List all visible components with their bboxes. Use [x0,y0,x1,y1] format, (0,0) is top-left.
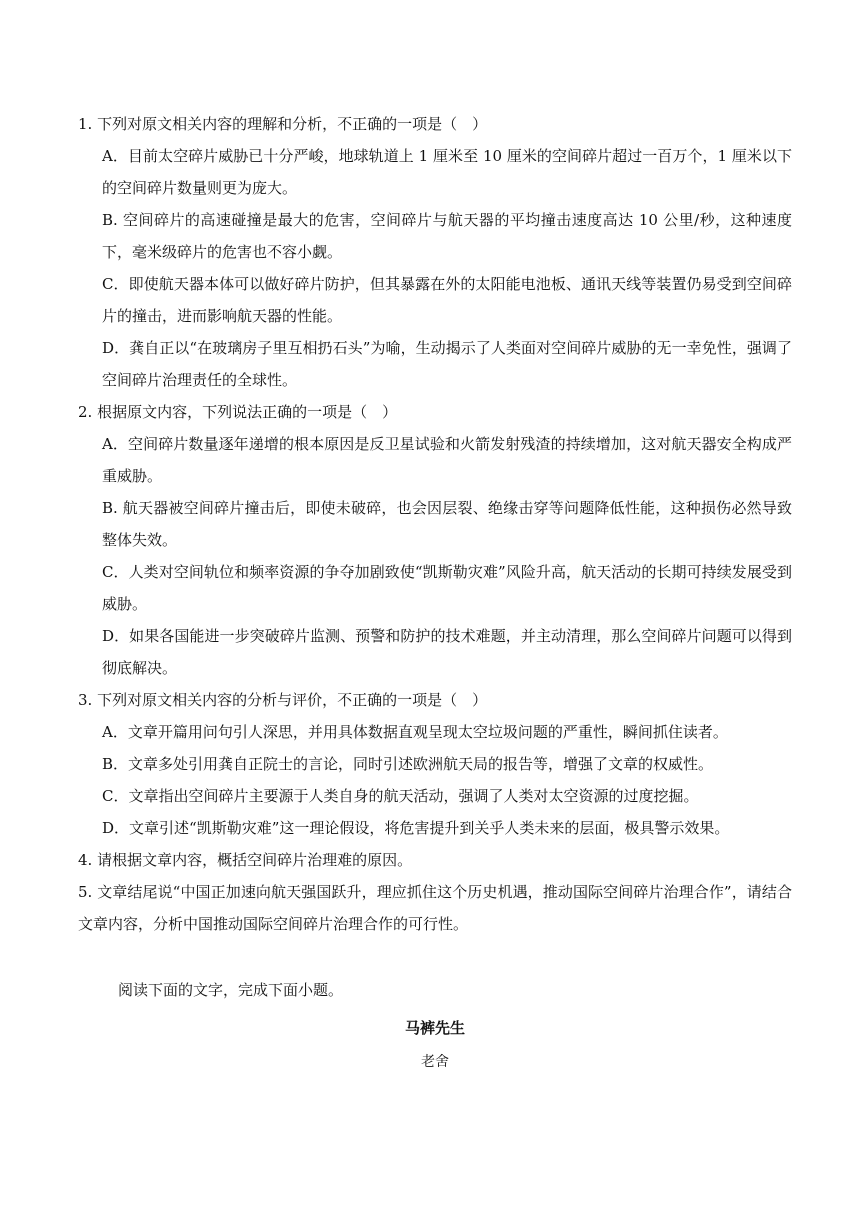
option-2c: C．人类对空间轨位和频率资源的争夺加剧致使“凯斯勒灾难”风险升高，航天活动的长期可持续发展受到威胁。 [102,563,792,613]
question-2 [78,396,792,428]
option-1c: C．即使航天器本体可以做好碎片防护，但其暴露在外的太阳能电池板、通讯天线等装置仍易受到空间碎片的撞击，进而影响航天器的性能。 [102,275,792,325]
question-stem: 下列对原文相关内容的分析与评价，不正确的一项是（ ） [97,691,488,709]
reading-intro: 阅读下面的文字，完成下面小题。 [118,981,344,999]
option-1d: D．龚自正以“在玻璃房子里互相扔石头”为喻，生动揭示了人类面对空间碎片威胁的无一幸免性，强调了空间碎片治理责任的全球性。 [102,339,792,389]
question-stem: 请根据文章内容，概括空间碎片治理难的原因。 [97,851,413,869]
question-1 [78,108,792,140]
question-number: 2. [78,403,93,421]
option-1a: A．目前太空碎片威胁已十分严峻，地球轨道上 1 厘米至 10 厘米的空间碎片超过一百万个，1 厘米以下的空间碎片数量则更为庞大。 [102,147,792,197]
article-title: 马裤先生 [404,1019,465,1037]
option-3b: B．文章多处引用龚自正院士的言论，同时引述欧洲航天局的报告等，增强了文章的权威性。 [102,755,714,773]
option-2b: B. 航天器被空间碎片撞击后，即使未破碎，也会因层裂、绝缘击穿等问题降低性能，这种损伤必然导致整体失效。 [102,499,792,549]
document-content [78,108,792,1078]
question-number: 3. [78,691,93,709]
option-3a: A．文章开篇用问句引人深思，并用具体数据直观呈现太空垃圾问题的严重性，瞬间抓住读者。 [102,723,728,741]
question-3 [78,684,792,716]
question-stem: 文章结尾说“中国正加速向航天强国跃升，理应抓住这个历史机遇，推动国际空间碎片治理合作”，请结合文章内容，分析中国推动国际空间碎片治理合作的可行性。 [78,883,792,933]
option-1b: B. 空间碎片的高速碰撞是最大的危害，空间碎片与航天器的平均撞击速度高达 10 公里/秒，这种速度下，毫米级碎片的危害也不容小觑。 [102,211,792,261]
option-3d: D．文章引述“凯斯勒灾难”这一理论假设，将危害提升到关乎人类未来的层面，极具警示效果。 [102,819,730,837]
article-author: 老舍 [421,1054,449,1070]
question-number: 5. [78,883,93,901]
question-number: 4. [78,851,93,869]
question-number: 1. [78,115,93,133]
option-3c: C．文章指出空间碎片主要源于人类自身的航天活动，强调了人类对太空资源的过度挖掘。 [102,787,699,805]
question-5 [78,876,792,940]
option-2a: A．空间碎片数量逐年递增的根本原因是反卫星试验和火箭发射残渣的持续增加，这对航天器安全构成严重威胁。 [102,435,792,485]
option-2d: D．如果各国能进一步突破碎片监测、预警和防护的技术难题，并主动清理，那么空间碎片问题可以得到彻底解决。 [102,627,792,677]
question-stem: 根据原文内容，下列说法正确的一项是（ ） [97,403,398,421]
question-stem: 下列对原文相关内容的理解和分析，不正确的一项是（ ） [97,115,488,133]
question-4 [78,844,792,876]
